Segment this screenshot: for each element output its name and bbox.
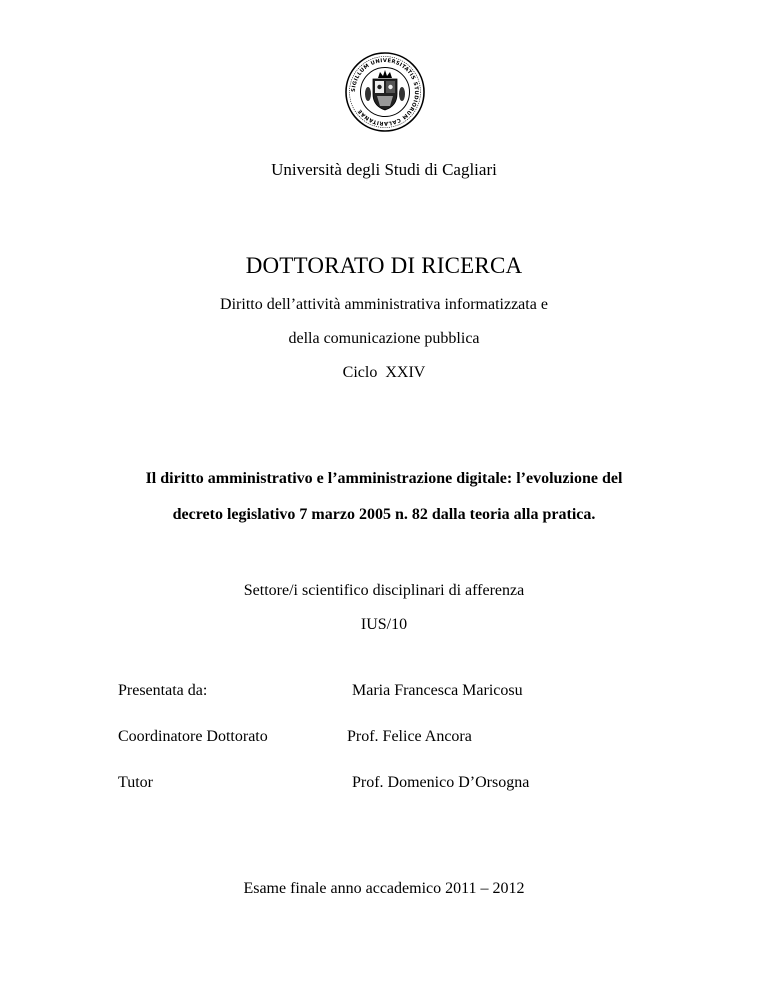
tutor-name: Prof. Domenico D’Orsogna <box>352 774 530 791</box>
coordinator-label: Coordinatore Dottorato <box>118 728 268 745</box>
thesis-title-line-2: decreto legislativo 7 marzo 2005 n. 82 dalla teoria alla pratica. <box>172 506 596 523</box>
program-name-line-1: Diritto dell’attività amministrativa informatizzata e <box>220 296 548 313</box>
coordinator-name: Prof. Felice Ancora <box>347 728 472 745</box>
final-exam-year: Esame finale anno accademico 2011 – 2012 <box>243 880 525 897</box>
sector-label: Settore/i scientifico disciplinari di afferenza <box>243 582 525 599</box>
thesis-title-line-1: Il diritto amministrativo e l’amministrazione digitale: l’evoluzione del <box>145 470 623 487</box>
sector-code: IUS/10 <box>360 616 408 633</box>
program-cycle: Ciclo XXIV <box>342 364 426 381</box>
seal-lettering: SIGILLUM UNIVERSITATIS STUDIORUM CALARITANAE <box>350 57 420 127</box>
presenter-label: Presentata da: <box>118 682 208 699</box>
program-name-line-2: della comunicazione pubblica <box>288 330 480 347</box>
university-name: Università degli Studi di Cagliari <box>271 160 497 179</box>
presenter-name: Maria Francesca Maricosu <box>352 682 523 699</box>
university-seal-icon <box>345 52 425 132</box>
tutor-label: Tutor <box>118 774 153 791</box>
program-heading: DOTTORATO DI RICERCA <box>245 253 523 278</box>
